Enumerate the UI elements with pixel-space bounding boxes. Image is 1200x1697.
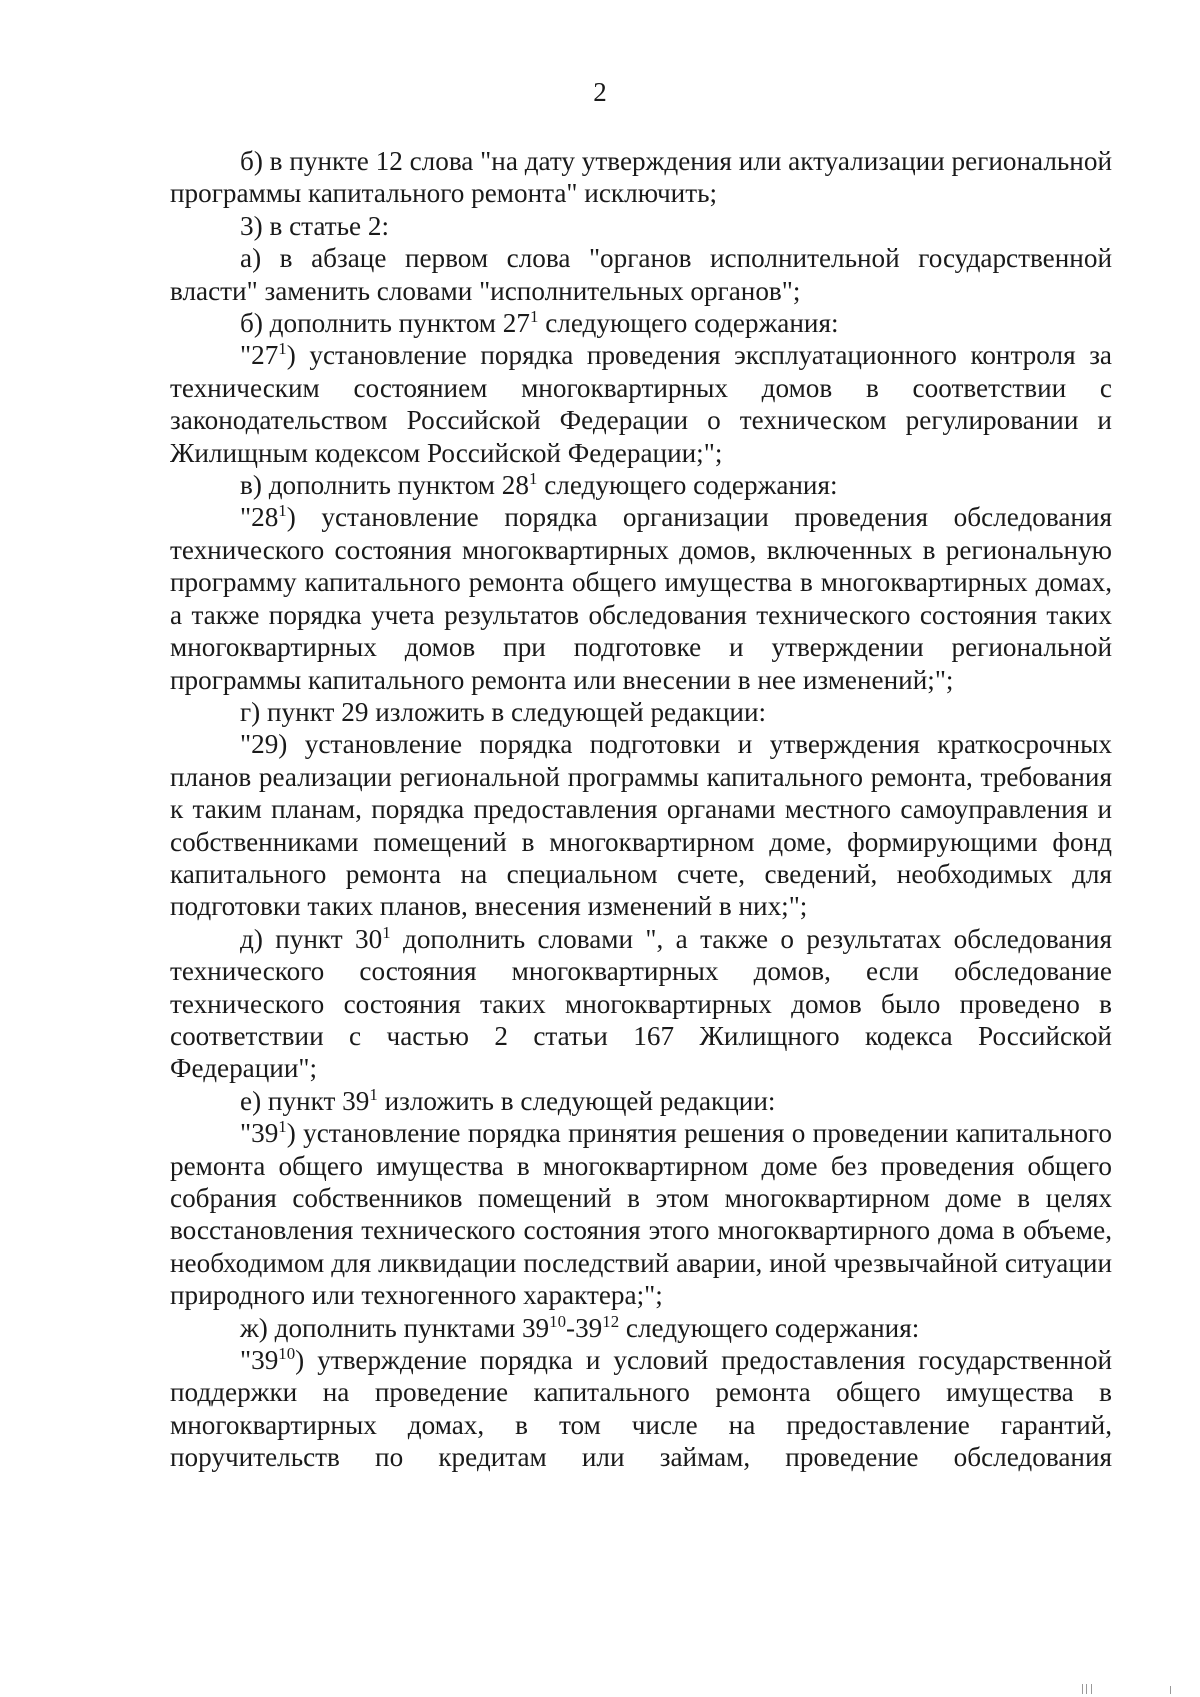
- scan-edge-mark: [1170, 1686, 1171, 1694]
- paragraph-v-add-28-1: в) дополнить пунктом $28^1$ следующего содержания:: [240, 469, 838, 501]
- scan-edge-mark: [1082, 1684, 1083, 1694]
- paragraph-quote-39-1: "$39^1$) установление порядка принятия решения о проведении капитального ремонта общего имущества в многоквартирном доме без проведения общего собрания собственников помещений в этом многоквартирном доме в целях восстановления технического состояния этого многоквартирного дома в объеме, необходимом для ликвидации последствий аварии, иной чрезвычайной ситуации природного или техногенного характера;";: [170, 1117, 1112, 1311]
- paragraph-b-add-27-1: б) дополнить пунктом $27^1$ следующего содержания:: [240, 306, 839, 339]
- paragraph-b-item-12: б) в пункте 12 слова "на дату утверждения или актуализации региональной программы капитального ремонта" исключить;: [170, 146, 1112, 209]
- paragraph-quote-39-10: "$39^{10}$) утверждение порядка и условий предоставления государственной поддержки на проведение капитального ремонта общего имущества в многоквартирных домах, в том числе на предоставление гарантий, поручительств по кредитам или займам, проведение обследования: [170, 1343, 1112, 1473]
- paragraph-e-item-39-1: е) пункт $39^1$ изложить в следующей редакции:: [240, 1084, 776, 1116]
- paragraph-quote-27-1: "$27^1$) установление порядка проведения эксплуатационного контроля за техническим состоянием многоквартирных домов в соответствии с законодательством Российской Федерации о техническом регулировании и Жилищным кодексом Российской Федерации;";: [170, 339, 1112, 468]
- paragraph-article-2: 3) в статье 2:: [240, 210, 390, 241]
- paragraph-quote-29: "29) установление порядка подготовки и утверждения краткосрочных планов реализации региональной программы капитального ремонта, требования к таким планам, порядка предоставления органами местного самоуправления и собственниками помещений в многоквартирном доме, формирующими фонд капитального ремонта на специальном счете, сведений, необходимых для подготовки таких планов, внесения изменений в них;";: [170, 729, 1112, 922]
- document-body: [170, 145, 1112, 1474]
- paragraph-a-first-abzac: а) в абзаце первом слова "органов исполнительной государственной власти" заменить словами "исполнительных органов";: [170, 243, 1112, 306]
- page-number: 2: [593, 77, 607, 107]
- scan-edge-mark: [1086, 1684, 1087, 1694]
- scan-edge-mark: [1091, 1684, 1092, 1694]
- paragraph-g-item-29: г) пункт 29 изложить в следующей редакции:: [240, 696, 767, 727]
- paragraph-quote-28-1: "$28^1$) установление порядка организации проведения обследования технического состояния многоквартирных домов, включенных в региональную программу капитального ремонта общего имущества в многоквартирных домах, а также порядка учета результатов обследования технического состояния таких многоквартирных домов при подготовке и утверждении региональной программы капитального ремонта или внесении в нее изменений;";: [170, 501, 1112, 695]
- paragraph-zh-add-39-10-12: ж) дополнить пунктами $39^{10}-39^{12}$ следующего содержания:: [240, 1311, 920, 1343]
- paragraph-d-item-30-1: д) пункт $30^1$ дополнить словами ", а также о результатах обследования технического состояния многоквартирных домов, если обследование технического состояния таких многоквартирных домов было проведено в соответствии с частью 2 статьи 167 Жилищного кодекса Российской Федерации";: [170, 922, 1113, 1084]
